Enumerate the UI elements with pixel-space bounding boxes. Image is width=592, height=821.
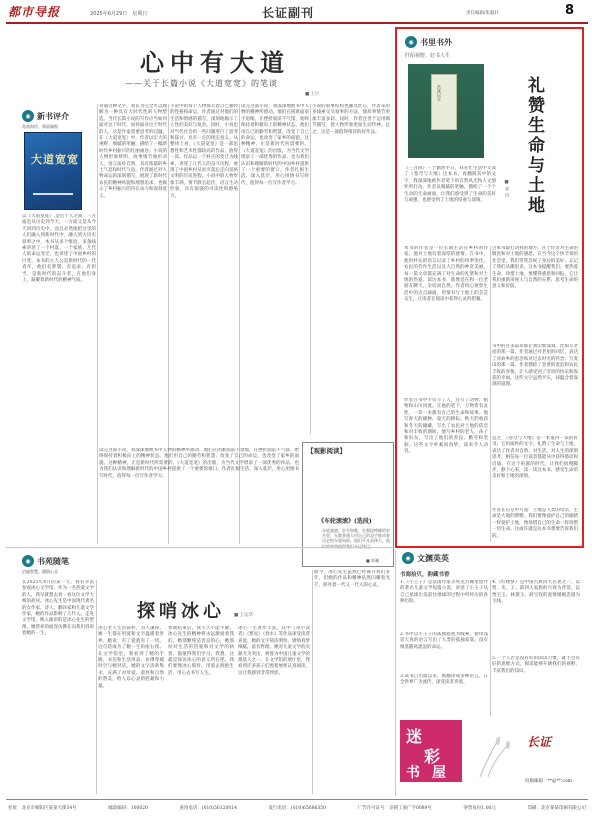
film-quote-author: ■ 郭骥 (366, 558, 380, 563)
column-label-books: ◉ 书里书外 (405, 36, 452, 48)
footer-divider (6, 799, 588, 800)
column-label-wenyuan: ◉ 文渊英英 (402, 552, 449, 564)
film-title: 《车轮滚滚》(选段) (318, 518, 372, 525)
column-divider (97, 104, 98, 544)
review-para-1: 《三百回》一个偶然平日，我在忙生活中又读了《苍穹与大地》这本书，再翻阅其中的文字，我深深地被作者笔下的自然风光和人文情怀所打动。作者以细腻的笔触，描绘了一个个生动的生命画面，让我们感受到了生命的美好与顽强，也感受到了土地的厚重与深情。 (404, 166, 496, 204)
book-icon: ◉ (22, 110, 34, 122)
column-divider (490, 246, 491, 542)
page-footer (8, 805, 586, 811)
film-quote-label: 【观影阅读】 (307, 447, 346, 455)
wenyuan-item-1: 1.《小王子》是法国作家圣埃克苏佩里创作的著名儿童文学短篇小说，讲述了小王子从自己星球出发前往地球的过程中所经历的各种历险。 (400, 580, 488, 605)
wenyuan-item-2: 2.书中以小王子的孤独旅程为线索，使用浅显天真的语言写出了人类的孤独寂寞、没有根基随风流浪的命运。 (400, 632, 488, 650)
wenyuan-item-5: 5.一个人若是没有好的阅读习惯，就不会有好的思维方式，阅读能够开阔我们的视野、丰富我们的知识。 (492, 656, 580, 674)
column-label-essay: ◉ 书苑随笔 (22, 555, 69, 567)
book-cover-title: 大道宽宽 (31, 153, 79, 166)
masthead: 都市导报 (8, 5, 61, 19)
essay-para-4: 冰心一生著作丰富，其中《寄小读者》《繁星》《春水》等作品深受读者喜爱。她的文字简洁明快，感情真挚细腻，富有哲理。她对儿童文学的贡献尤为突出，被誉为中国儿童文学的奠基人之一。在文学馆的展厅里，我看到许多孩子们围着展柜认真阅读，这让我感到非常欣慰。 (238, 626, 310, 676)
essay-byline: ■ 王运华 (234, 613, 254, 618)
main-article-para-3: 小说中的每个人物都有着自己独特的性格和命运，作者通过对他们的生活和情感的描写，深刻地揭示了人性的美好与复杂。同时，小说也对当代社会的一些问题进行了思考和探讨，具有一定的现实意义。从整体上看，《大道宽宽》是一部思想性和艺术性都较高的作品，值得一读。作品以一个村庄的变迁为线索，讲述了几代人的奋斗历程，展现了中国乡村从贫穷落后走向富裕文明的历史进程。小说中的人物形象丰满，情节跌宕起伏，语言生动形象，具有很强的可读性和感染力。 (170, 104, 238, 199)
section-divider (6, 547, 394, 548)
review-para-6: 总之，《苍穹与大地》是一本值得一读的好书。它用质朴的文字，礼赞了生命与土地，表达了作者对自然、对生活、对人生的深刻思考。相信每一位读者都能从中获得感动和启迪。在这个喧嚣的时代，让我们放慢脚步，静下心来，读一读这本书，感受生命的美好和土地的深情。 (492, 436, 578, 480)
main-article-para-1: 以《大道宽宽》,是近十人之间，一方面是从历史到今天，一方面又是从今天回到历史中，而且必然地把这里的人们融入到新时代中，融入到大历史叙事之中，本书从多个维度、多条线索讲述了一个村落、一个家族、几代人的命运变迁，也讲述了中国乡村的巨变。本书的主人公是新时代的一代青年，他们有梦想、有追求、有担当，是新时代的奋斗者，在他们身上，凝聚着新时代的精神气质。 (22, 214, 96, 284)
footer-phone: 查询电话：(010)56120014 (179, 806, 237, 811)
column-sub-books: 阡陌视野，好书人生 (405, 53, 451, 59)
page-header (0, 0, 592, 28)
main-article-subtitle: ——关于长篇小说《大道宽宽》的笔谈 (125, 79, 278, 88)
main-article-para-4: 读完这部小说，我深深地被书中人物的精神所感动。他们在困难面前不退缩，在挫折面前不气馁，始终保持着积极向上的精神状态。他们用自己的勤劳和智慧，改变了自己的命运，也改变了家乡的面貌。这种精神，正是新时代所需要的。《大道宽宽》的出版，为当代文学增添了一部优秀的作品，也为我们认识和理解新时代的中国乡村提供了一个重要的窗口。作者扎根生活、深入基层，用心用情书写时代，值得每一位写作者学习。 (241, 104, 309, 186)
review-para-3: 作者在书中不仅写了人，还写了动物、植物和山川河流。在他的笔下，万物皆有灵性，一草一木都有自己的生命和故事。他写春天的播种、夏天的耕耘、秋天的收获和冬天的储藏，写出了农民对土地的依恋和对丰收的期盼。他写乡村的老人、孩子和妇女，写出了他们的善良、勤劳和坚韧。这些文字朴素而真挚，读来令人动容。 (404, 398, 488, 455)
column-divider (310, 104, 311, 434)
main-article-para-5: 小说的叙事结构也颇具匠心，作者采用多线索交叉叙事的方法，使故事情节更加丰富多彩。同时，作者还善于运用细节描写，使人物形象更加生动传神。总之，这是一部值得推荐的好作品。 (312, 104, 390, 135)
main-article-title: 心中有大道 (140, 48, 290, 77)
submission-email: 投稿邮箱：**@**.com (525, 779, 572, 784)
page-number: 8 (565, 3, 575, 18)
book-cover-label: 浩荡以言 (431, 74, 457, 130)
book-cover-image (24, 132, 82, 210)
essay-para-3: 参观结束后，我久久不能平静。冰心先生的精神将永远激励着我们。她那颗纯洁善良的心，她那份对生活的热爱和对文学的执着，都值得我们学习。我想，这就是探访冰心的意义所在吧。我们要像冰心那样，用爱去拥抱生活，用心去书写人生。 (168, 626, 234, 676)
book-cover-stripe (33, 193, 73, 195)
review-para-5: 书中的许多篇章都让我印象深刻。比如写老屋的那一篇，作者通过对老屋的回忆，表达了对故乡的思念和对过去时光的怀念；写麦田的那一篇，作者描绘了金黄的麦浪和农民丰收的喜悦，让人感受到了劳动的快乐和收获的幸福。这些文字虽然平实，却蕴含着深刻的道理。 (492, 344, 578, 388)
wenyuan-item-3: 3.该书自出版以来，被翻译成多种语言，在全世界广为流传，深受读者喜爱。 (400, 674, 488, 686)
book-icon: ◉ (402, 552, 414, 564)
editor-credit: 责任编辑/张毅轩 (466, 11, 500, 16)
essay-title: 探哨冰心 (137, 601, 225, 622)
column-divider (490, 580, 491, 716)
column-sub-essay: 启迪智慧，涵润心灵 (22, 569, 58, 574)
essay-para-2: 冰心老人生活简朴，为人谦和，她一生都在用爱和文字温暖着世界。她说：有了爱就有了一切。这句话成为了她一生的座右铭。在文学馆里，我看到了她的手稿、书信和生活用品，仿佛穿越时空与她对话。她的文字清新隽永，充满了对母爱、童真和自然的赞美，给人以心灵的慰藉和力量。 (98, 626, 164, 689)
review-author: ■ 邓 良 (504, 180, 509, 197)
column-sub-wenyuan: 书海拾贝，韵藏书香 (400, 572, 450, 578)
footer-postcode: 邮政编码：100020 (108, 806, 148, 811)
wenyuan-item-4: 4.《红楼梦》是中国古典四大名著之一，以贾、史、王、薛四大家族的兴衰为背景，以贾宝玉、林黛玉、薛宝钗的爱情婚姻悲剧为主线。 (492, 580, 580, 605)
footer-ad-license: 广告许可证号：京朝工商广字0089号 (357, 806, 432, 811)
essay-para-1: 在2025年4月的某一天，我有幸去参观冰心文学馆，作为一名热爱文学的人，我早就想去看一看这位文学大师的故居。冰心先生是中国现代著名的女作家、诗人、翻译家和儿童文学作家，她的作品影响了几代人。走进文学馆，映入眼帘的是冰心先生的塑像，她慈祥的面容仿佛在向我们诉说着她的一生。 (22, 580, 94, 637)
section-title: 长证副刊 (262, 6, 315, 20)
book-icon: ◉ (405, 36, 417, 48)
review-para-7: 作者在后记中写道：土地是人类的母亲，生命是大地的馈赠。我们要像爱护自己的眼睛一样爱护土地，像珍惜自己的生命一样珍惜一切生命。这或许就是这本书想要告诉我们的。 (492, 508, 578, 539)
main-article-byline: ■ 王巨 (305, 92, 320, 97)
column-divider (395, 550, 396, 796)
review-title: 礼赞生命与土地 (524, 76, 544, 216)
main-article-para-2: 背诵这种文字，我认为完全可以理解为一种具有大时代性的人物塑造。当代长篇小说的写作应当如何面对这个时代，如何面对这个时代的人，这是作家需要思考的问题。在《大道宽宽》中，作者以宏大的视野、细腻的笔触，描绘了一幅新时代乡村振兴的壮丽画卷。小说的人物形象鲜明，故事情节曲折动人，语言质朴自然，具有浓郁的乡土气息和时代气息。作者通过对人物命运的深刻描写，展现了新时代农民的精神风貌和理想追求，也揭示了乡村振兴的内在动力和深刻意义。 (99, 104, 167, 199)
mical-bookstore-logo: 迷 彩 书 屋 (400, 720, 462, 782)
header-divider (6, 22, 588, 24)
column-sub-new-books: 苏南海岸、舜晨瑞熙 (22, 124, 58, 129)
footer-price: 零售每份1.00元 (463, 806, 496, 811)
green-book-cover-image (408, 64, 484, 158)
book-icon: ◉ (22, 555, 34, 567)
film-quote-text: 车轮滚滚，岁月如歌，在那段峥嵘的岁月里，无数普通人用自己的双手推动着历史的车轮向前，他们平凡而伟大，他 (322, 528, 390, 544)
brand-signature: 长证 (527, 735, 552, 749)
review-para-2: 本书的作者是一位长期生活在乡村的作家，他对土地有着深厚的感情。在书中，他用朴实的语言记录了乡村的四季变化、农民的劳作生活以及大自然的神奇美丽。每一篇文章都充满了对生命的礼赞和对土地的热爱。读这本书，就像是在和一位老朋友聊天，亲切而自然。作者用心观察生活中的点点滴滴，用情书写土地上的芸芸众生，让读者在阅读中获得心灵的慰藉。 (404, 246, 488, 303)
main-article-para-cont: 读完这部小说，我深深地被书中人物的精神所感动。他们在困难面前不退缩，在挫折面前不气馁，始终保持着积极向上的精神状态。他们用自己的勤劳和智慧，改变了自己的命运，也改变了家乡的面貌。这种精神，正是新时代所需要的。《大道宽宽》的出版，为当代文学增添了一部优秀的作品，也为我们认识和理解新时代的中国乡村提供了一个重要的窗口。作者扎根生活、深入基层，用心用情书写时代，值得每一位写作者学习。 (99, 448, 299, 479)
column-label-new-books: ◉ 新书评介 (22, 110, 69, 122)
column-divider (312, 570, 313, 794)
essay-para-5: 如今，冰心先生虽然已经离开我们多年，但她的作品和精神依然闪耀着光芒，照亮着一代又一代人的心灵。 (314, 570, 390, 588)
issue-date: 2025年6月29日 星期日 (90, 11, 148, 17)
footer-distribution: 发行电话：(010)65686350 (268, 806, 326, 811)
column-divider (96, 580, 97, 794)
footer-printer: 印刷：北京某某印刷有限公司 (527, 806, 586, 811)
review-para-4: 这本书最打动我的地方，在于作者对生命的敬畏和对土地的感恩。在当今这个快节奏的社会里，我们常常忽视了身边的美好，忘记了我们从哪里来。这本书提醒我们，要热爱生命、珍惜土地，要懂得感恩和回报。它让我们重新审视人与自然的关系，思考生命的意义和价值。 (492, 246, 578, 290)
footer-address: 社址：北京市朝阳区某某大街34号 (8, 806, 77, 811)
